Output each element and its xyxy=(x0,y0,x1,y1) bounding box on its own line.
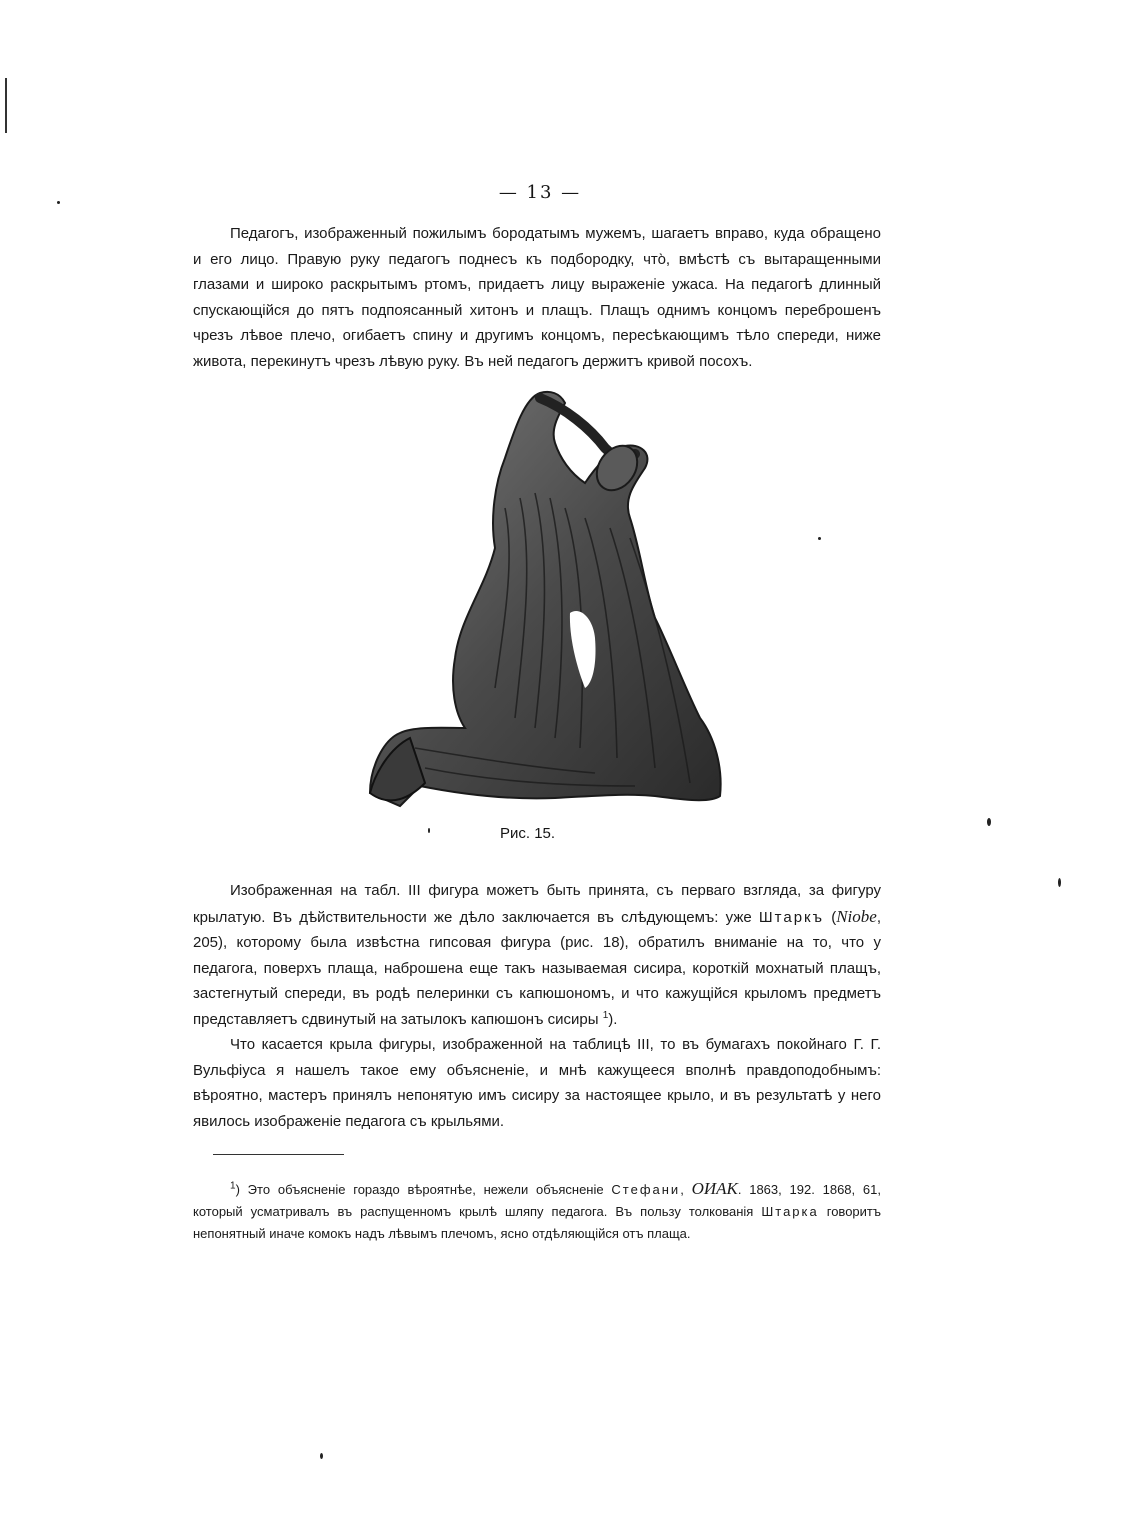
footnote-part2: . 1863, 192. 1868, 61, который усматривалъ въ распущенномъ крылѣ шляпу педагога. Въ пользу толкованія xyxy=(193,1182,882,1219)
name-stark: Штаркъ xyxy=(758,908,824,926)
paragraph-wulfius xyxy=(193,1032,881,1134)
page-number: — 13 — xyxy=(498,182,582,203)
source-oiak: ОИАК xyxy=(691,1179,738,1198)
paragraph-2-part2: , 205), которому была извѣстна гипсовая фигура (рис. 18), обратилъ вниманіе на то, что у педагога, поверхъ плаща, наброшена еще такъ называемая сисира, короткій мохнатый плащъ, застегнутый спереди, въ родѣ пелеринки съ капюшономъ, и что кажущійся крыломъ предметъ представляетъ сдвинутый на затылокъ капюшонъ сисиры xyxy=(193,908,881,1028)
paragraph-2-end: ). xyxy=(608,1010,618,1028)
scan-speck xyxy=(987,818,991,826)
name-stefani: Стефани xyxy=(611,1182,681,1197)
scan-margin-mark xyxy=(5,78,7,133)
footnote-divider xyxy=(213,1154,344,1155)
work-title-niobe: Niobe xyxy=(836,906,877,926)
paragraph-3-text: Что касается крыла фигуры, изображенной на таблицѣ III, то въ бумагахъ покойнаго Г. Г. Вульфіуса я нашелъ такое ему объясненіе, и мнѣ кажущееся вполнѣ правдоподобнымъ: вѣроятно, мастеръ принялъ непонятую имъ сисиру за настоящее крыло, и въ результатѣ у него явилось изображеніе педагога съ крыльями. xyxy=(193,1036,881,1130)
name-starka: Штарка xyxy=(761,1204,819,1219)
statue-silhouette xyxy=(370,392,721,806)
paragraph-2-text xyxy=(193,878,881,1032)
scan-speck xyxy=(818,537,821,540)
paragraph-1-text: Педагогъ, изображенный пожилымъ бородатымъ мужемъ, шагаетъ вправо, куда обращено и его лицо. Правую руку педагогъ поднесъ къ подбородку, что̀, вмѣстѣ съ вытаращенными глазами и широко раскрытымъ ртомъ, придаетъ лицу выраженіе ужаса. На педагогѣ длинный спускающійся до пятъ подпоясанный хитонъ и плащъ. Плащъ однимъ концомъ переброшенъ чрезъ лѣвое плечо, огибаетъ спину и другимъ концомъ, пересѣкающимъ тѣло спереди, ниже живота, перекинутъ чрезъ лѣвую руку. Въ ней педагогъ держитъ кривой посохъ. xyxy=(193,225,881,370)
scan-speck xyxy=(428,828,430,833)
footnote-part3: говоритъ непонятный иначе комокъ надъ лѣвымъ плечомъ, ясно отдѣляющійся отъ плаща. xyxy=(193,1204,881,1241)
paren-open: ( xyxy=(824,908,837,926)
paragraph-2-part1: Изображенная на табл. III фигура можетъ быть принята, съ перваго взгляда, за фигуру крылатую. Въ дѣйствительности же дѣло заключается въ слѣдующемъ: уже xyxy=(193,882,881,926)
footnote-marker: 1 xyxy=(230,1180,236,1192)
paragraph-pedagogue-description xyxy=(193,221,881,374)
figure-caption: Рис. 15. xyxy=(500,825,556,842)
kneeling-figure-illustration xyxy=(355,388,735,818)
scan-speck xyxy=(320,1453,323,1459)
scan-speck xyxy=(57,201,60,204)
scan-speck xyxy=(1058,878,1061,887)
paragraph-winged-figure xyxy=(193,878,881,1032)
footnote-sep: , xyxy=(680,1182,692,1197)
footnote xyxy=(193,1178,881,1245)
figure-kneeling-statue xyxy=(355,388,735,818)
footnote-part1: ) Это объясненіе гораздо вѣроятнѣе, нежели объясненіе xyxy=(235,1182,612,1197)
footnote-reference: 1 xyxy=(602,1009,609,1021)
